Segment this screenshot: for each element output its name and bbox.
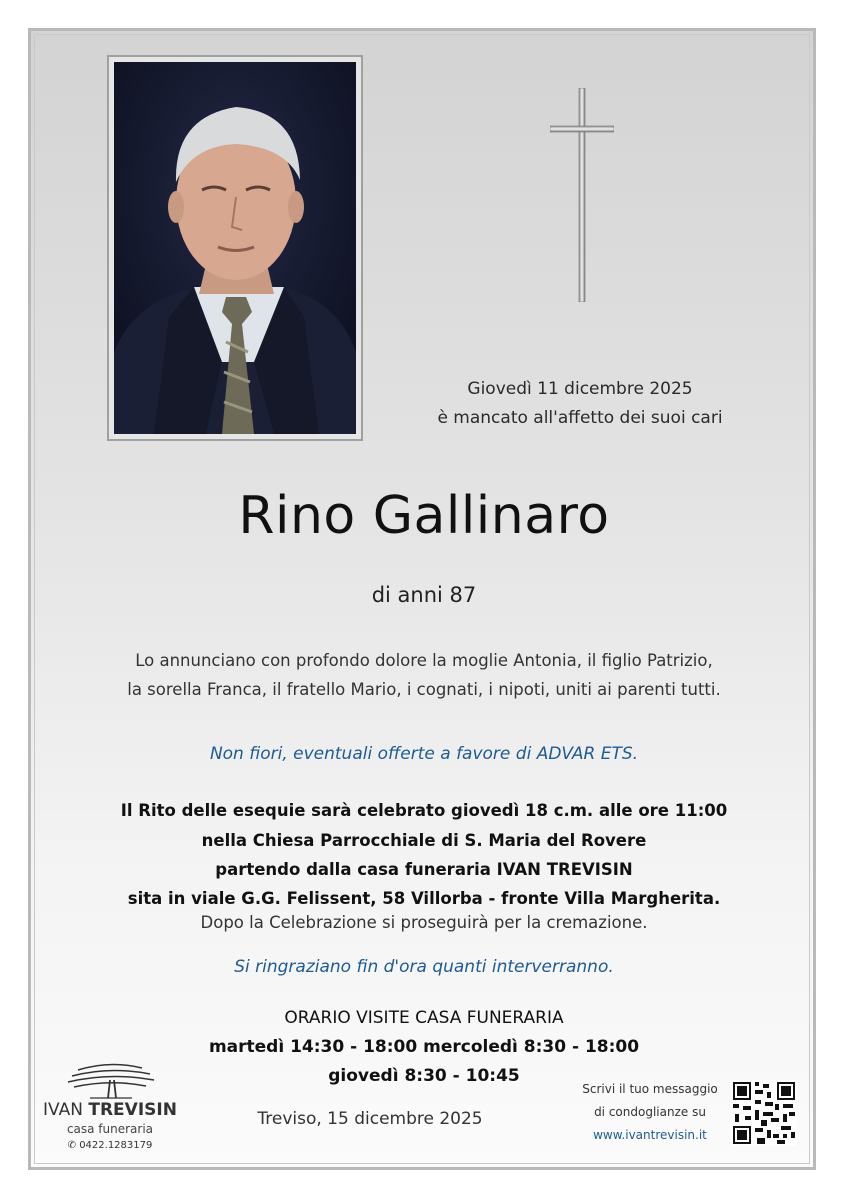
flowers-note: Non fiori, eventuali offerte a favore di ADVAR ETS. <box>209 744 639 764</box>
phone-line <box>40 1140 180 1151</box>
visits-title: ORARIO VISITE CASA FUNERARIA <box>284 1008 564 1028</box>
deceased-name: Rino Gallinaro <box>238 486 610 546</box>
portrait-frame <box>107 55 363 441</box>
cross-icon <box>550 88 614 302</box>
place-and-date: Treviso, 15 dicembre 2025 <box>257 1109 483 1129</box>
tree-logo-icon <box>40 1060 180 1100</box>
deceased-age: di anni 87 <box>371 583 477 607</box>
visits-line-1: martedì 14:30 - 18:00 mercoledì 8:30 - 18:00 <box>208 1037 640 1057</box>
logo-wordmark <box>40 1100 180 1120</box>
funeral-line-5: Dopo la Celebrazione si proseguirà per la cremazione. <box>200 913 648 932</box>
condolence-line-1: Scrivi il tuo messaggio <box>582 1082 718 1096</box>
portrait-illustration <box>114 62 356 434</box>
funeral-line-1: Il Rito delle esequie sarà celebrato giovedì 18 c.m. alle ore 11:00 <box>120 801 728 820</box>
family-line-1: Lo annunciano con profondo dolore la moglie Antonia, il figlio Patrizio, <box>135 651 713 670</box>
phone-icon: ✆ <box>67 1140 80 1151</box>
funeral-line-3: partendo dalla casa funeraria IVAN TREVISIN <box>215 860 633 879</box>
funeral-line-4: sita in viale G.G. Felissent, 58 Villorba - fronte Villa Margherita. <box>127 889 721 908</box>
logo-subtitle: casa funeraria <box>66 1122 154 1136</box>
logo-word-ivan: IVAN <box>43 1100 83 1120</box>
logo-word-trevisin: TREVISIN <box>88 1100 177 1120</box>
passed-away-line: è mancato all'affetto dei suoi cari <box>437 408 723 428</box>
website-link[interactable]: www.ivantrevisin.it <box>593 1128 707 1142</box>
condolence-line-2: di condoglianze su <box>594 1105 706 1119</box>
qr-code-icon[interactable] <box>731 1080 797 1146</box>
funeral-home-logo <box>40 1060 180 1160</box>
phone-number[interactable]: 0422.1283179 <box>79 1140 153 1151</box>
thanks-note: Si ringraziano fin d'ora quanti interverranno. <box>234 957 614 977</box>
visits-line-2: giovedì 8:30 - 10:45 <box>328 1066 520 1086</box>
funeral-line-2: nella Chiesa Parrocchiale di S. Maria del Rovere <box>201 831 647 850</box>
portrait-photo <box>114 62 356 434</box>
death-date: Giovedì 11 dicembre 2025 <box>467 379 693 399</box>
family-line-2: la sorella Franca, il fratello Mario, i cognati, i nipoti, uniti ai parenti tutti. <box>127 680 721 699</box>
